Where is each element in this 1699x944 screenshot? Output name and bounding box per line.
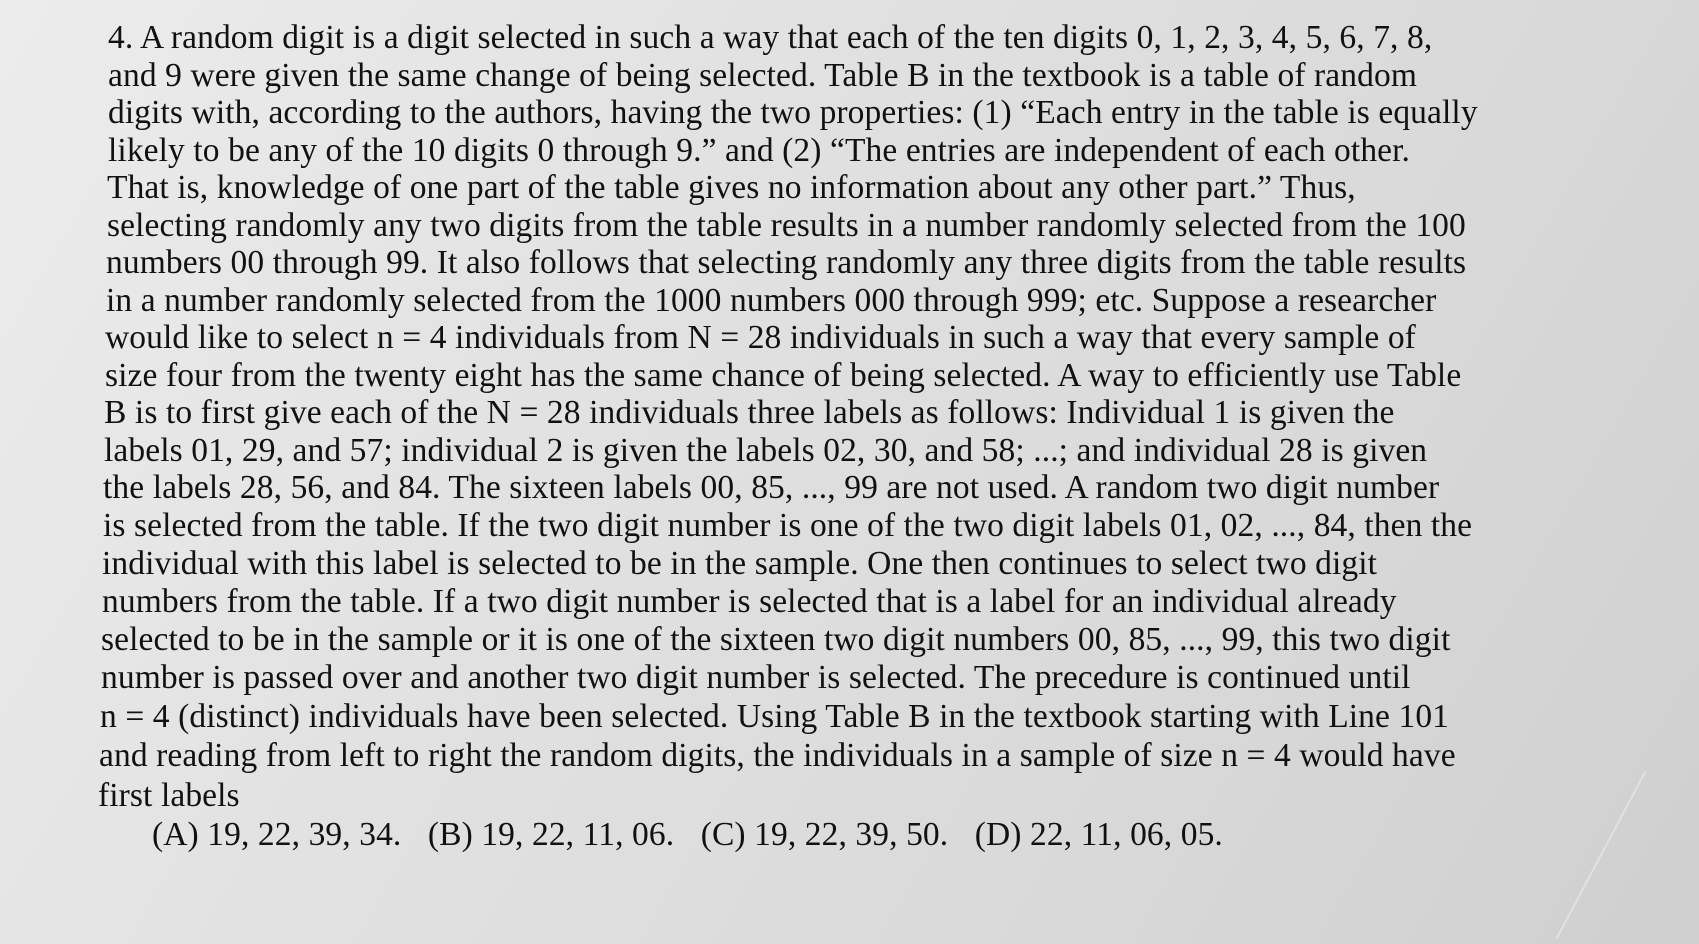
choice-d: (D) 22, 11, 06, 05. <box>974 816 1223 853</box>
problem-line-11: B is to first give each of the N = 28 individuals three labels as follows: Individual 1 is given the <box>104 394 1395 431</box>
problem-line-9: would like to select n = 4 individuals from N = 28 individuals in such a way that every sample of <box>105 319 1416 356</box>
problem-line-1: 4. A random digit is a digit selected in such a way that each of the ten digits 0, 1, 2, 3, 4, 5, 6, 7, 8, <box>108 19 1433 56</box>
problem-line-18: number is passed over and another two digit number is selected. The precedure is continued until <box>101 659 1411 696</box>
problem-line-17: selected to be in the sample or it is one of the sixteen two digit numbers 00, 85, ..., 99, this two digit <box>101 621 1451 658</box>
problem-line-19: n = 4 (distinct) individuals have been selected. Using Table B in the textbook starting with Line 101 <box>100 698 1450 735</box>
problem-line-21: first labels <box>98 777 240 814</box>
problem-line-6: selecting randomly any two digits from the table results in a number randomly selected from the 100 <box>107 207 1466 244</box>
answer-choices <box>152 815 1223 855</box>
problem-line-14: is selected from the table. If the two digit number is one of the two digit labels 01, 02, ..., 84, then the <box>103 507 1473 544</box>
problem-line-8: in a number randomly selected from the 1000 numbers 000 through 999; etc. Suppose a researcher <box>106 282 1437 319</box>
problem-line-7: numbers 00 through 99. It also follows that selecting randomly any three digits from the table results <box>106 244 1467 281</box>
choice-c: (C) 19, 22, 39, 50. <box>700 816 949 853</box>
problem-line-4: likely to be any of the 10 digits 0 through 9.” and (2) “The entries are independent of each other. <box>108 132 1411 169</box>
choice-a: (A) 19, 22, 39, 34. <box>152 816 402 853</box>
choice-b: (B) 19, 22, 11, 06. <box>427 816 675 853</box>
problem-line-2: and 9 were given the same change of being selected. Table B in the textbook is a table of random <box>108 57 1417 94</box>
problem-line-13: the labels 28, 56, and 84. The sixteen labels 00, 85, ..., 99 are not used. A random two digit number <box>103 469 1440 506</box>
problem-line-16: numbers from the table. If a two digit number is selected that is a label for an individual already <box>102 583 1397 620</box>
problem-line-12: labels 01, 29, and 57; individual 2 is given the labels 02, 30, and 58; ...; and individual 28 is given <box>104 432 1428 469</box>
paper-glare <box>1556 771 1647 940</box>
problem-line-15: individual with this label is selected to be in the sample. One then continues to select two digit <box>102 545 1378 582</box>
problem-line-20: and reading from left to right the random digits, the individuals in a sample of size n = 4 would have <box>99 737 1456 774</box>
problem-line-3: digits with, according to the authors, having the two properties: (1) “Each entry in the table is equally <box>108 94 1478 131</box>
problem-line-10: size four from the twenty eight has the same chance of being selected. A way to efficiently use Table <box>105 357 1462 394</box>
problem-line-5: That is, knowledge of one part of the table gives no information about any other part.” Thus, <box>107 169 1356 206</box>
